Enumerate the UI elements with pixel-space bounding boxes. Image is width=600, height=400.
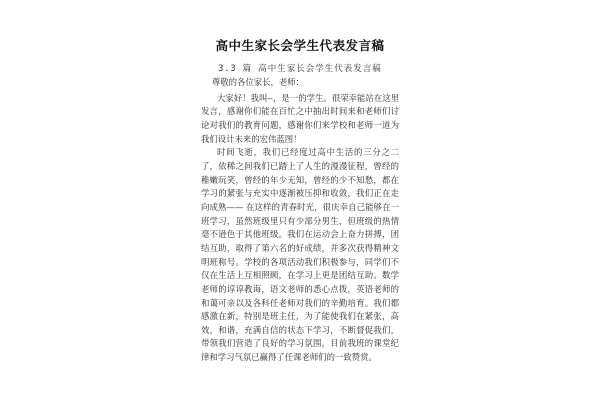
salutation: 尊敬的各位家长，老师： bbox=[211, 77, 305, 87]
document-body bbox=[201, 76, 399, 365]
document-subtitle: 3.3 篇 高中生家长会学生代表发言稿 bbox=[218, 64, 382, 74]
paragraph-greeting: 大家好！我叫--，是一的学生。很荣幸能站在这里发言，感谢你们能在百忙之中抽出时间来和老师们讨论对我们的教育问题，感谢你们来学校和老师一道为我们设计未来的宏伟蓝图！ bbox=[201, 92, 399, 144]
paragraph-reflection: 时间飞逝，我们已经度过高中生活的三分之二了，依稀之间我们已踏上了人生的漫漫征程，曾经的稚嫩玩笑，曾经的年少无知，曾经的少不知愁，都在学习的紧张与充实中逐渐被压抑和收敛，我们正在走向成熟—— 在这样的青春时光，很庆幸自己能够在一班学习，虽然班级里只有少部分男生，但班级的热情毫不逊色于其他班级。我们在运动会上奋力拼搏，团结互助，取得了第六名的好成绩，并多次获得精神文明班称号。学校的各项活动我们积极参与，同学们不仅在生活上互相照顾，在学习上更是团结互助。数学老师的谆谆教诲，语文老师的悉心点拨，英语老师的和蔼可亲以及各科任老师对我们的辛勤培育。我们都感激在新，特别是班主任，为了能使我们在紧张，高效，和谐，充满自信的状态下学习，不断督促我们，带领我们营造了良好的学习氛围，目前我班的课堂纪律和学习气氛已赢得了任课老师们的一致赞赏。 bbox=[201, 147, 399, 363]
document-title: 高中生家长会学生代表发言稿 bbox=[215, 38, 385, 53]
